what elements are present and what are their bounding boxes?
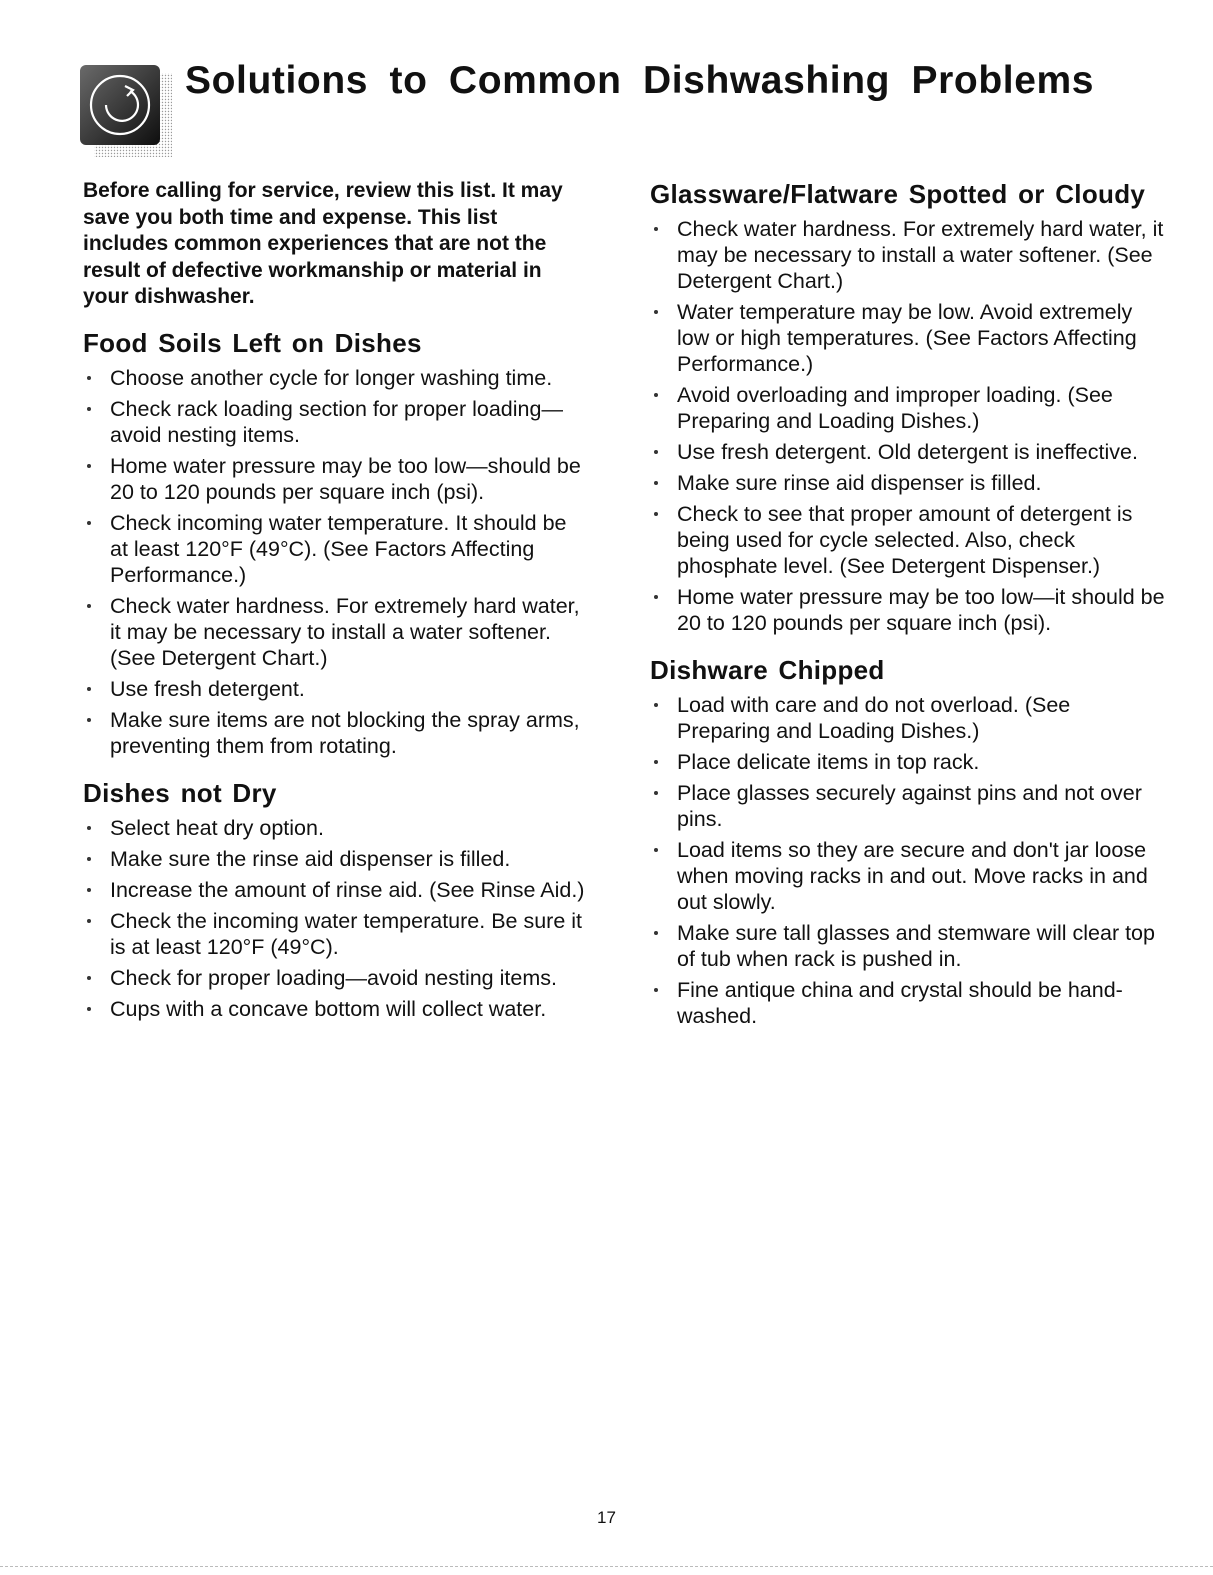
- list-item: Home water pressure may be too low—should be 20 to 120 pounds per square inch (psi).: [83, 453, 588, 505]
- list-item: Make sure rinse aid dispenser is filled.: [650, 470, 1165, 496]
- list-item: Make sure the rinse aid dispenser is filled.: [83, 846, 588, 872]
- list-item: Check to see that proper amount of detergent is being used for cycle selected. Also, check phosphate level. (See Detergent Dispenser.): [650, 501, 1165, 579]
- page-header: [80, 55, 1180, 155]
- circular-arrow-logo-icon: [80, 65, 172, 157]
- list-item: Check water hardness. For extremely hard water, it may be necessary to install a water softener. (See Detergent Chart.): [83, 593, 588, 671]
- list-item: Water temperature may be low. Avoid extremely low or high temperatures. (See Factors Affecting Performance.): [650, 299, 1165, 377]
- list-item: Make sure tall glasses and stemware will clear top of tub when rack is pushed in.: [650, 920, 1165, 972]
- list-item: Check the incoming water temperature. Be sure it is at least 120°F (49°C).: [83, 908, 588, 960]
- left-column: [83, 178, 588, 1040]
- bullet-list: [83, 815, 588, 1022]
- page-number: 17: [597, 1508, 616, 1527]
- section-heading: Dishware Chipped: [650, 655, 885, 685]
- list-item: Make sure items are not blocking the spray arms, preventing them from rotating.: [83, 707, 588, 759]
- section-heading: Glassware/Flatware Spotted or Cloudy: [650, 179, 1146, 209]
- intro-text: Before calling for service, review this list. It may save you both time and expense. This list includes common experiences that are not the result of defective workmanship or material in your dishwasher.: [83, 179, 563, 308]
- list-item: Choose another cycle for longer washing time.: [83, 365, 588, 391]
- section-food-soils: [83, 327, 588, 759]
- list-item: Avoid overloading and improper loading. (See Preparing and Loading Dishes.): [650, 382, 1165, 434]
- list-item: Use fresh detergent.: [83, 676, 588, 702]
- bullet-list: [650, 216, 1165, 636]
- section-dishware-chipped: [650, 654, 1165, 1029]
- list-item: Load with care and do not overload. (See Preparing and Loading Dishes.): [650, 692, 1165, 744]
- list-item: Home water pressure may be too low—it should be 20 to 120 pounds per square inch (psi).: [650, 584, 1165, 636]
- section-heading: Dishes not Dry: [83, 777, 277, 808]
- page-title: Solutions to Common Dishwashing Problems: [185, 59, 1095, 102]
- list-item: Check water hardness. For extremely hard water, it may be necessary to install a water softener. (See Detergent Chart.): [650, 216, 1165, 294]
- right-column: [650, 178, 1165, 1047]
- list-item: Check incoming water temperature. It should be at least 120°F (49°C). (See Factors Affecting Performance.): [83, 510, 588, 588]
- list-item: Place delicate items in top rack.: [650, 749, 1165, 775]
- section-heading: Food Soils Left on Dishes: [83, 327, 422, 358]
- section-dishes-not-dry: [83, 777, 588, 1022]
- list-item: Increase the amount of rinse aid. (See Rinse Aid.): [83, 877, 588, 903]
- list-item: Check rack loading section for proper loading—avoid nesting items.: [83, 396, 588, 448]
- list-item: Check for proper loading—avoid nesting items.: [83, 965, 588, 991]
- bullet-list: [650, 692, 1165, 1029]
- list-item: Fine antique china and crystal should be hand-washed.: [650, 977, 1165, 1029]
- bottom-divider: [0, 1566, 1213, 1567]
- list-item: Place glasses securely against pins and not over pins.: [650, 780, 1165, 832]
- list-item: Select heat dry option.: [83, 815, 588, 841]
- list-item: Load items so they are secure and don't jar loose when moving racks in and out. Move racks in and out slowly.: [650, 837, 1165, 915]
- list-item: Use fresh detergent. Old detergent is ineffective.: [650, 439, 1165, 465]
- bullet-list: [83, 365, 588, 759]
- list-item: Cups with a concave bottom will collect water.: [83, 996, 588, 1022]
- section-glassware-spotted: [650, 178, 1165, 636]
